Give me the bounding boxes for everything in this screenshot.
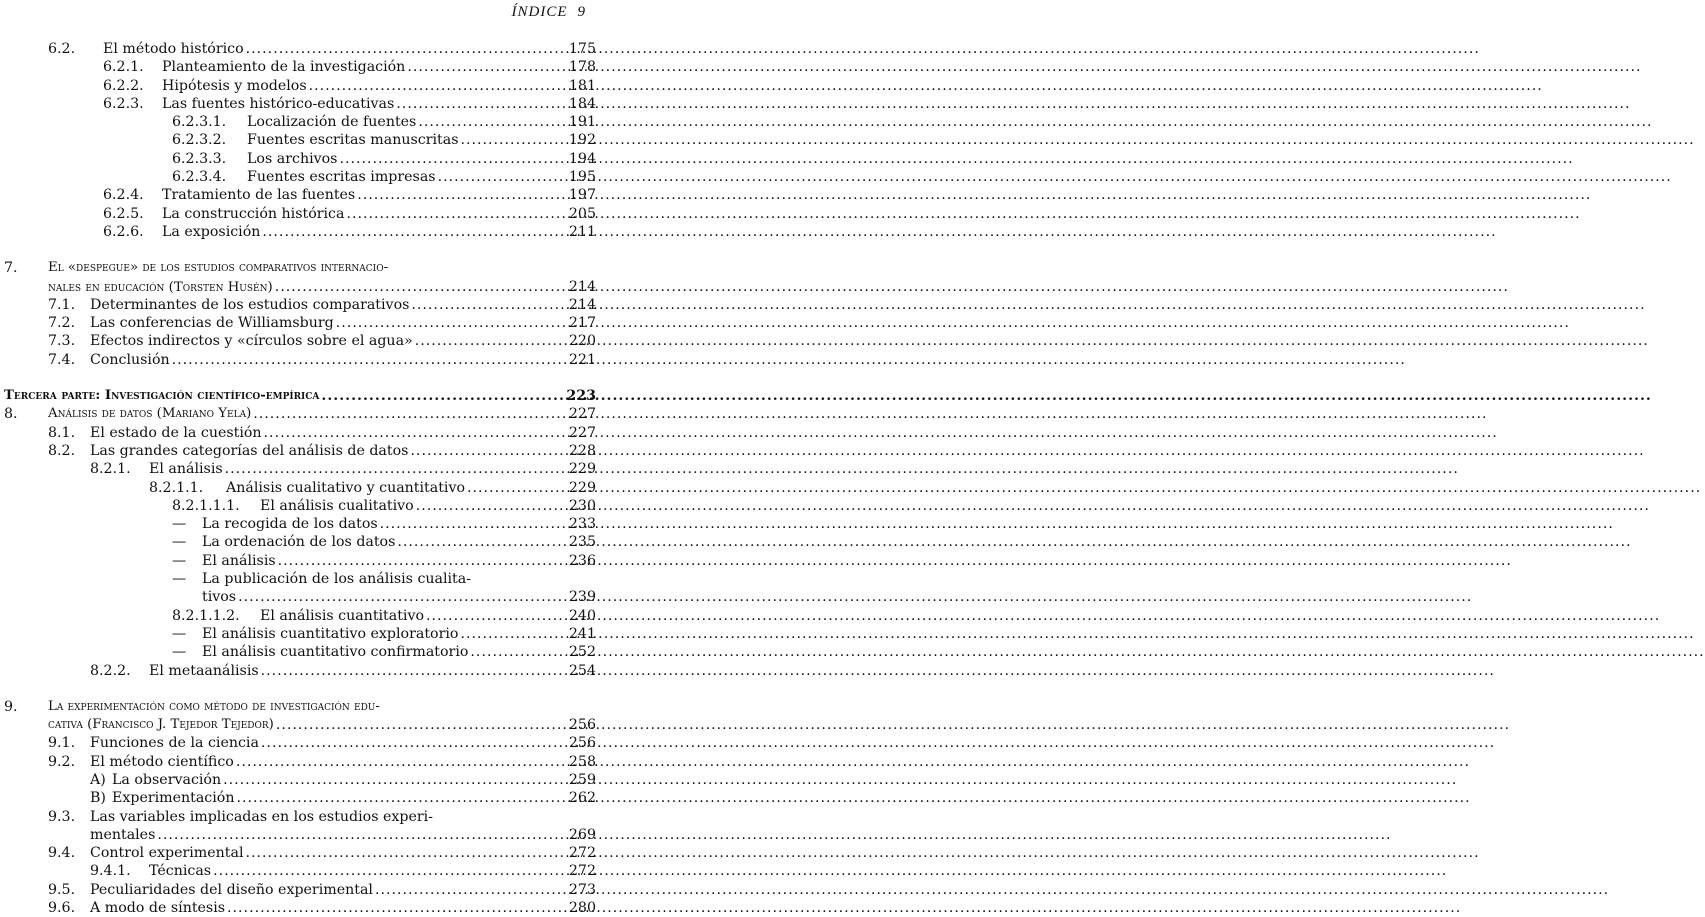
toc-entry [0,533,600,551]
toc-entry-number: — [172,644,187,661]
toc-entry-number: 7. [4,260,18,277]
toc-entry [0,826,600,844]
toc-entry-title: Conclusión [90,351,170,368]
toc-entry [0,351,600,369]
toc-entry-page: 228 [568,442,596,459]
header-page-number: 9 [577,4,586,20]
toc-entry-page: 235 [568,534,596,551]
toc-entry-page: 233 [568,516,596,533]
toc-entry-page: 258 [568,753,596,770]
toc-entry-number: 8.2.1.1.1. [172,497,240,514]
toc-entry [0,150,600,168]
toc-entry [0,716,600,734]
toc-entry-title: tivos [202,589,237,606]
toc-entry-number: 8.2. [48,442,76,459]
toc-entry-title: La exposición [162,223,261,240]
toc-entry-title: El método histórico [103,41,244,57]
toc-entry-title: El método científico [90,753,234,770]
toc-entry-page: 254 [568,662,596,679]
toc-entry-page: 239 [568,589,596,606]
toc-entry-number: 6.2.1. [103,59,144,76]
toc-entry-page: 192 [568,132,596,149]
toc-entry [0,570,600,588]
toc-entry-title: La observación [112,771,222,788]
toc-entry-title: Funciones de la ciencia [90,735,259,752]
toc-entry-title: Planteamiento de la investigación [162,59,406,76]
toc-entry-page: 184 [568,95,596,112]
toc-entry-title: El análisis cualitativo [260,497,414,514]
toc-entry-number: 9.5. [48,881,76,898]
toc-entry-number: 6.2.3.4. [172,169,227,186]
toc-entry-page: 236 [568,552,596,569]
toc-entry-page: 227 [568,406,596,423]
toc-entry [0,808,600,826]
toc-entry-page: 256 [568,717,596,734]
toc-entry-number: — [172,625,187,642]
toc-entry-page: 229 [568,479,596,496]
toc-entry-number: 6.2.3.3. [172,150,227,167]
toc-entry-title: cativa (Francisco J. Tejedor Tejedor) [48,717,274,733]
toc-entry-page: 272 [568,845,596,862]
toc-entry-title: Control experimental [90,845,244,862]
toc-entry-page: 280 [568,900,596,917]
toc-entry [0,460,600,478]
toc-entry-title: El análisis [149,461,223,478]
toc-entry-page: 240 [568,607,596,624]
toc-entry-title: Análisis de datos (Mariano Yela) [48,406,252,422]
toc-entry-page: 181 [568,77,596,94]
toc-entry-title: El metaanálisis [149,662,259,679]
toc-entry-number: A) [90,771,106,788]
toc-entry-number: — [172,516,187,533]
toc-entry [0,58,600,76]
toc-entry-number: 6.2.6. [103,223,144,240]
toc-entry-page: 195 [568,169,596,186]
toc-entry [0,753,600,771]
toc-entry-page: 229 [568,461,596,478]
toc-entry [0,424,600,442]
toc-entry-page: 256 [568,735,596,752]
toc-entry [0,479,600,497]
toc-entry-number: — [172,552,187,569]
toc-entry-page: 227 [568,424,596,441]
toc-entry-title: Experimentación [112,790,235,807]
toc-entry-page: 221 [568,351,596,368]
toc-entry [0,131,600,149]
toc-entry [0,515,600,533]
toc-entry-title: Las grandes categorías del análisis de datos [90,442,409,459]
toc-entry-title: La publicación de los análisis cualita- [202,571,472,588]
toc-entry-number: 7.2. [48,315,76,332]
toc-entry-page: 259 [568,771,596,788]
toc-entry [0,881,600,899]
toc-entry [0,552,600,570]
toc-entry-number: 8.2.1.1. [149,479,204,496]
toc-entry-number: 8.2.1.1.2. [172,607,240,624]
toc-entry-number: 8.2.2. [90,662,131,679]
toc-entry [0,314,600,332]
toc-entry [0,405,600,423]
toc-entry-title: La ordenación de los datos [202,534,396,551]
header-title: ÍNDICE [511,4,568,20]
toc-entry [0,789,600,807]
toc-entry-page: 230 [568,497,596,514]
toc-entry-number: B) [90,790,106,807]
toc-entry [0,296,600,314]
part-heading [0,387,600,405]
toc-entry-number: — [172,571,187,588]
toc-entry [0,844,600,862]
chapter-title-lead: nales en educación (Torsten Husén) [48,279,273,295]
toc-entry-number: 7.1. [48,296,76,313]
toc-entry-number: 9.3. [48,808,76,825]
toc-entry-page: 194 [568,150,596,167]
toc-entry [0,662,600,680]
toc-entry-number: 8.2.1. [90,461,131,478]
toc-entry [0,168,600,186]
toc-entry-number: 9.1. [48,735,76,752]
toc-entry [0,40,600,58]
toc-entry-title: Efectos indirectos y «círculos sobre el agua» [90,333,413,350]
toc-entry [0,771,600,789]
toc-entry-page: 205 [568,205,596,222]
toc-entry [0,113,600,131]
toc-entry-title: Peculiaridades del diseño experimental [90,881,373,898]
toc-entry-title: Fuentes escritas impresas [247,169,436,186]
toc-entry-page: 272 [568,863,596,880]
toc-entry-page: 175 [568,41,596,57]
toc-entry-number: 9.2. [48,753,76,770]
toc-entry-page: 178 [568,59,596,76]
toc-entry [0,95,600,113]
toc-entry-title: El análisis cuantitativo [260,607,425,624]
toc-entry-number: 9.6. [48,900,76,917]
toc-entry-title: La experimentación como método de investigación edu- [48,698,380,714]
toc-entry-title: Las fuentes histórico-educativas [162,95,395,112]
toc-entry-number: 6.2.3.2. [172,132,227,149]
toc-entry-page: 191 [568,114,596,131]
toc-entry [0,259,600,277]
table-of-contents [0,40,600,917]
toc-entry-title: Localización de fuentes [247,114,417,131]
toc-entry-title: Determinantes de los estudios comparativos [90,296,410,313]
toc-entry-page: 214 [568,278,596,295]
toc-entry-number: 8. [4,406,18,423]
toc-entry-number: 6.2.5. [103,205,144,222]
toc-entry-page: 211 [568,223,596,240]
toc-entry-title: Técnicas [149,863,212,880]
toc-entry-title: Tercera parte: Investigación científico-empírica [4,388,320,404]
toc-entry-title: El análisis cuantitativo confirmatorio [202,644,469,661]
toc-entry-number: 9. [4,698,18,715]
toc-entry [0,186,600,204]
toc-entry-number: 8.1. [48,424,76,441]
toc-entry-page: 217 [568,315,596,332]
toc-entry-title [48,278,273,297]
toc-entry [0,77,600,95]
toc-entry [0,899,600,917]
toc-entry-title: El estado de la cuestión [90,424,262,441]
toc-entry-number: 9.4. [48,845,76,862]
toc-entry [0,278,600,296]
toc-entry-title: Tratamiento de las fuentes [162,187,356,204]
toc-entry-page: 197 [568,187,596,204]
toc-entry [0,588,600,606]
toc-entry-number: 7.4. [48,351,76,368]
toc-entry-title: El análisis cuantitativo exploratorio [202,625,459,642]
toc-entry-number: 6.2.2. [103,77,144,94]
toc-entry-title: Fuentes escritas manuscritas [247,132,459,149]
toc-entry [0,643,600,661]
toc-entry [0,862,600,880]
toc-entry-page: 262 [568,790,596,807]
toc-entry-page: 214 [568,296,596,313]
toc-entry-page: 252 [568,644,596,661]
toc-entry-title: mentales [90,826,156,843]
toc-entry-page: 220 [568,333,596,350]
toc-entry-number: 9.4.1. [90,863,131,880]
toc-entry-title: El análisis [202,552,276,569]
toc-entry-title: La construcción histórica [162,205,345,222]
toc-entry-title: Análisis cualitativo y cuantitativo [226,479,466,496]
toc-entry-number: — [172,534,187,551]
toc-entry-page: 273 [568,881,596,898]
toc-entry [0,625,600,643]
toc-entry-page: 223 [566,388,596,405]
toc-entry [0,607,600,625]
toc-entry-title: La recogida de los datos [202,516,378,533]
toc-entry-title: Las variables implicadas en los estudios experi- [90,808,433,825]
running-header [512,4,587,21]
toc-entry-title: A modo de síntesis [90,900,226,917]
toc-entry-number: 6.2.3. [103,95,144,112]
toc-entry-number: 6.2.4. [103,187,144,204]
toc-entry-title: Las conferencias de Williamsburg [90,315,334,332]
toc-entry-number: 7.3. [48,333,76,350]
toc-entry [0,734,600,752]
toc-entry-page: 269 [568,826,596,843]
toc-entry [0,223,600,241]
toc-entry [0,497,600,515]
toc-entry [0,332,600,350]
toc-entry-number: 6.2.3.1. [172,114,227,131]
toc-entry-page: 241 [568,625,596,642]
toc-entry-number: 6.2. [48,41,76,57]
toc-entry [0,205,600,223]
toc-entry-title: El «despegue» de los estudios comparativos internacio- [48,260,389,276]
toc-entry-title: Los archivos [247,150,338,167]
toc-entry [0,442,600,460]
toc-entry [0,698,600,716]
toc-entry-title: Hipótesis y modelos [162,77,307,94]
